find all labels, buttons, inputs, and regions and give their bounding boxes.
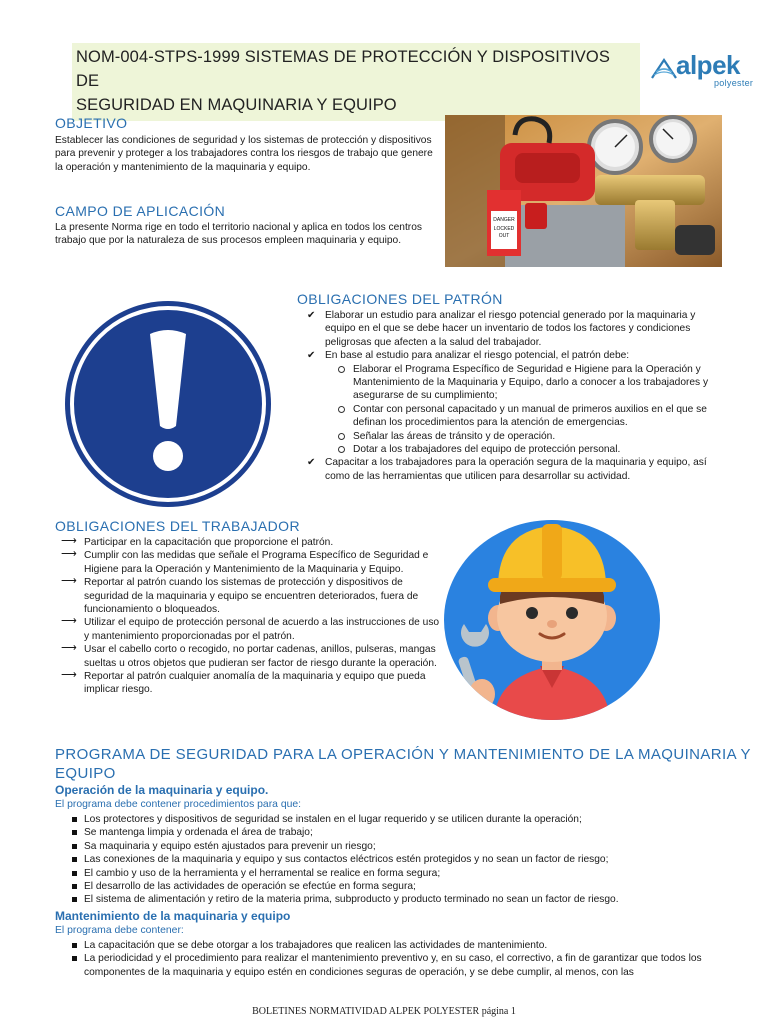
list-item: ⟶ Participar en la capacitación que proporcione el patrón. (61, 535, 334, 548)
campo-text: La presente Norma rige en todo el territorio nacional y aplica en todos los centros trabajo que por la naturaleza de sus procesos empleen maquinaria y equipo. (55, 222, 422, 247)
check-icon: ✔ (307, 350, 316, 362)
arrow-right-icon: ⟶ (61, 642, 77, 655)
circle-bullet-icon (338, 366, 345, 373)
mandatory-warning-sign (60, 296, 276, 512)
square-bullet-icon (72, 871, 77, 876)
list-item: Contar con personal capacitado y un manual de primeros auxilios en el que se definan los procedimientos para la atención de emergencias. (325, 403, 711, 430)
worker-avatar-icon (444, 516, 662, 721)
square-bullet-icon (72, 956, 77, 961)
list-item: La periodicidad y el procedimiento para realizar el mantenimiento preventivo y, en su caso, el correctivo, a fin de garantizar que todos los componentes de la maquinaria y equipo estén en condiciones seguras de operación, y se debe cumplir, al menos, con las (58, 952, 758, 979)
lockout-valve-photo (445, 115, 722, 267)
list-item: ⟶ Utilizar el equipo de protección personal de acuerdo a las instrucciones de uso y mantenimiento proporcionadas por el patrón. (61, 615, 440, 642)
operacion-note: El programa debe contener procedimientos para que: (55, 799, 302, 810)
objetivo-heading: OBJETIVO (55, 115, 128, 131)
square-bullet-icon (72, 817, 77, 822)
arrow-right-icon: ⟶ (61, 548, 77, 561)
square-bullet-icon (72, 897, 77, 902)
campo-heading: CAMPO DE APLICACIÓN (55, 203, 226, 219)
tag-line2: LOCKED (493, 226, 515, 232)
list-item: Elaborar el Programa Específico de Seguridad e Higiene para la Operación y Mantenimiento de la Maquinaria y Equipo, darlo a conocer a los trabajadores y asegurarse de su cumplimiento; (325, 363, 711, 403)
list-item: ✔ Elaborar un estudio para analizar el riesgo potencial generado por la maquinaria y equipo en el que se debe hacer un inventario de todos los factores y condiciones peligrosas que afecten a la salud del trabajador. (307, 310, 696, 348)
check-icon: ✔ (307, 457, 316, 469)
square-bullet-icon (72, 943, 77, 948)
tag-line1: DANGER (493, 217, 515, 223)
mantenimiento-list (58, 939, 758, 979)
list-item: Dotar a los trabajadores del equipo de protección personal. (325, 443, 711, 456)
list-item: ⟶ Reportar al patrón cuando los sistemas de protección y dispositivos de seguridad de la maquinaria y equipo se encuentren deteriorados, fuera de funcionamiento o bloqueados. (61, 575, 419, 616)
operacion-list (58, 813, 758, 907)
square-bullet-icon (72, 857, 77, 862)
mantenimiento-heading: Mantenimiento de la maquinaria y equipo (55, 909, 291, 923)
operacion-heading: Operación de la maquinaria y equipo. (55, 783, 269, 797)
circle-bullet-icon (338, 406, 345, 413)
circle-bullet-icon (338, 446, 345, 453)
square-bullet-icon (72, 830, 77, 835)
list-item: Señalar las áreas de tránsito y de operación. (325, 430, 711, 443)
arrow-right-icon: ⟶ (61, 615, 77, 628)
circle-bullet-icon (338, 433, 345, 440)
worker-illustration (444, 516, 662, 721)
programa-heading: PROGRAMA DE SEGURIDAD PARA LA OPERACIÓN Y MANTENIMIENTO DE LA MAQUINARIA Y EQUIPO (55, 746, 751, 782)
patron-heading: OBLIGACIONES DEL PATRÓN (297, 291, 503, 307)
list-item: ✔ En base al estudio para analizar el riesgo potencial, el patrón debe: Elaborar el Programa Específico de Seguridad e Higiene para la Operación y Mantenimiento de la Maquinaria y Equipo, darlo a conocer a los trabajadores y asegurarse de su cumplimiento; Contar con personal capacitado y un manual de primeros auxilios en el que se definan los procedimientos para la atención de emergencias. Señalar las áreas de tránsito y de operación. Dotar a los trabajadores del equipo de protección personal. (301, 349, 711, 456)
page-footer: BOLETINES NORMATIVIDAD ALPEK POLYESTER página 1 (252, 1006, 516, 1017)
square-bullet-icon (72, 884, 77, 889)
list-item: El desarrollo de las actividades de operación se efectúe en forma segura; (58, 880, 758, 893)
list-item: ⟶ Reportar al patrón cualquier anomalía de la maquinaria y equipo que pueda implicar riesgo. (61, 669, 426, 696)
list-item: El cambio y uso de la herramienta y el herramental se realice en forma segura; (58, 867, 758, 880)
logo-word: alpek (676, 50, 740, 80)
exclamation-icon (60, 296, 276, 512)
arrow-right-icon: ⟶ (61, 575, 77, 588)
list-item: ⟶ Usar el cabello corto o recogido, no portar cadenas, anillos, pulseras, mangas sueltas u otros objetos que pudieran ser factor de riesgo durante la operación. (61, 642, 437, 669)
square-bullet-icon (72, 844, 77, 849)
trabajador-heading: OBLIGACIONES DEL TRABAJADOR (55, 518, 300, 534)
tag-line3: OUT (498, 233, 510, 239)
logo-sub: polyester (714, 78, 754, 88)
arrow-right-icon: ⟶ (61, 669, 77, 682)
list-item: La capacitación que se debe otorgar a los trabajadores que realicen las actividades de mantenimiento. (58, 939, 758, 952)
alpek-logo-mark-icon (650, 56, 678, 82)
list-item: ✔ Capacitar a los trabajadores para la operación segura de la maquinaria y equipo, así como de las herramientas que utilicen para desarrollar su actividad. (307, 457, 707, 482)
objetivo-text: Establecer las condiciones de seguridad y los sistemas de protección y dispositivos para prevenir y proteger a los trabajadores contra los riesgos de trabajo que genere la operación y mantenimiento de la maquinaria y equipo. (55, 135, 433, 173)
title-line-2: SEGURIDAD EN MAQUINARIA Y EQUIPO (76, 96, 397, 114)
patron-list (301, 309, 711, 483)
list-item: ⟶ Cumplir con las medidas que señale el Programa Específico de Seguridad e Higiene para la Operación y Mantenimiento de la Maquinaria y Equipo. (61, 548, 429, 575)
check-icon: ✔ (307, 310, 316, 321)
list-item: Las conexiones de la maquinaria y equipo y sus contactos eléctricos estén protegidos y no sean un factor de riesgo; (58, 853, 758, 866)
mantenimiento-note: El programa debe contener: (55, 925, 184, 936)
document-title (72, 43, 640, 121)
list-item: Se mantenga limpia y ordenada el área de trabajo; (58, 826, 758, 839)
alpek-logo (648, 50, 766, 92)
trabajador-list (58, 536, 442, 697)
list-item: Sa maquinaria y equipo estén ajustados para prevenir un riesgo; (58, 840, 758, 853)
arrow-right-icon: ⟶ (61, 535, 77, 547)
title-line-1: NOM-004-STPS-1999 SISTEMAS DE PROTECCIÓN Y DISPOSITIVOS DE (76, 48, 610, 90)
list-item: Los protectores y dispositivos de seguridad se instalen en el lugar requerido y se utilicen durante la operación; (58, 813, 758, 826)
list-item: El sistema de alimentación y retiro de la materia prima, subproducto y producto terminado no sean un factor de riesgo. (58, 893, 758, 906)
